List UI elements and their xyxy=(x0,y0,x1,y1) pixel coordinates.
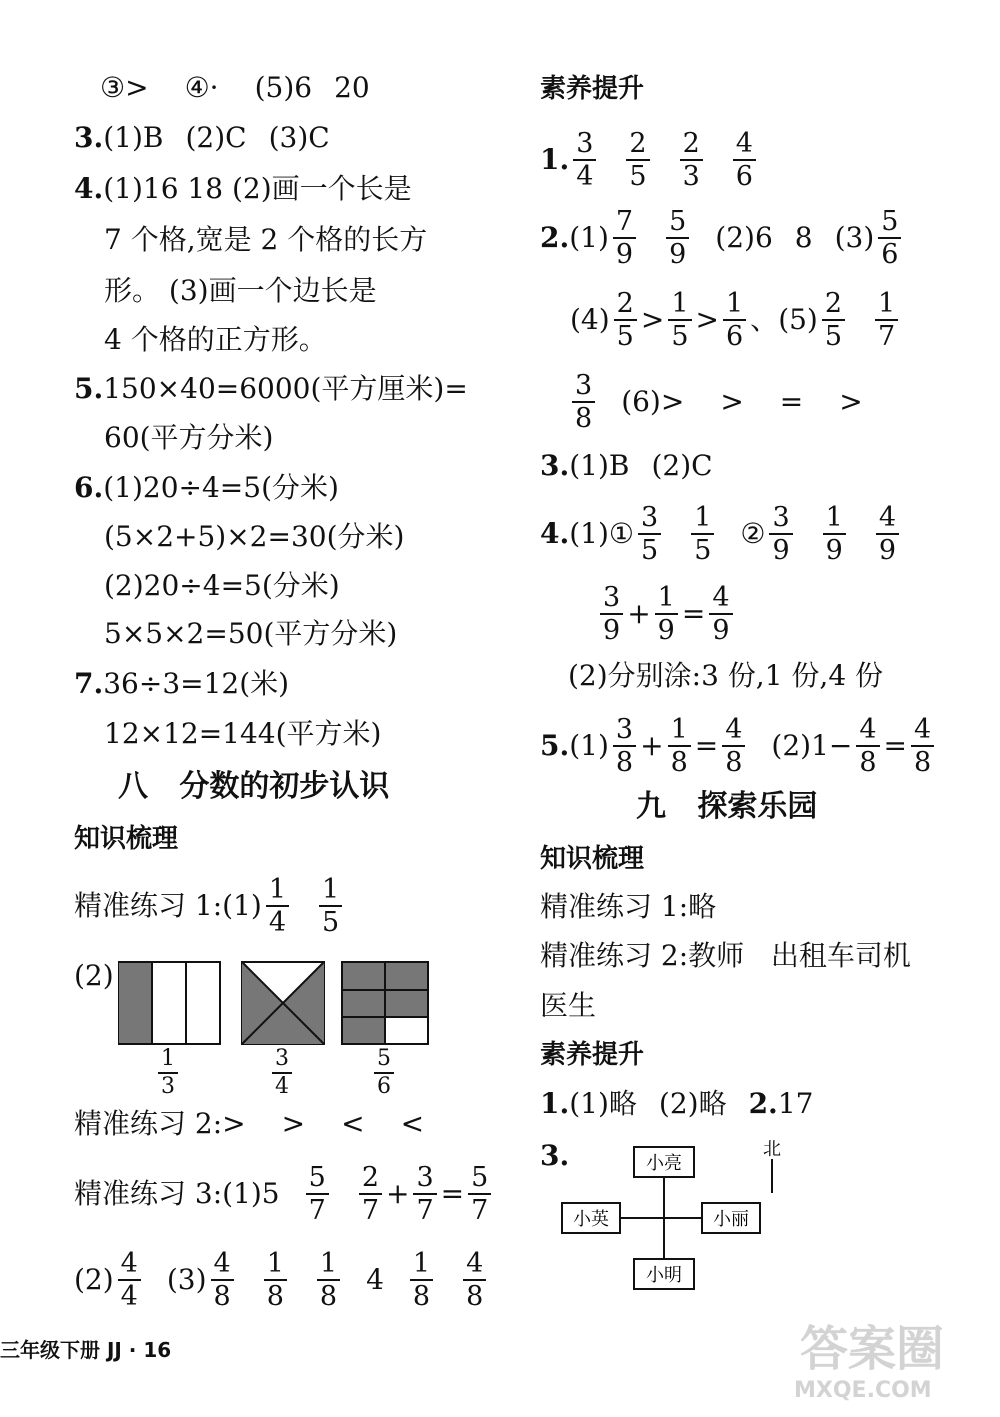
text: < xyxy=(341,1107,365,1140)
right-line-9 xyxy=(540,716,938,776)
improvement-heading xyxy=(540,76,644,102)
fraction: $\frac{4}{8}$ xyxy=(463,1250,486,1310)
knowledge-heading-9 xyxy=(540,846,644,872)
text: (5×2+5)×2=30(分米) xyxy=(104,520,405,553)
label-bottom: 小明 xyxy=(646,1265,682,1286)
fraction: $\frac{4}{6}$ xyxy=(733,130,756,190)
text: (3) xyxy=(834,221,875,254)
fraction: $\frac{3}{7}$ xyxy=(413,1164,436,1224)
text: 、 xyxy=(750,303,779,336)
question-number: 6. xyxy=(74,471,104,504)
exercise-1 xyxy=(74,876,346,936)
fraction: $\frac{2}{5}$ xyxy=(614,290,637,350)
fraction: $\frac{3}{9}$ xyxy=(769,504,792,564)
text: 三年级下册 JJ · 16 xyxy=(0,1338,172,1362)
right-line-2 xyxy=(540,208,905,268)
text: (1) xyxy=(569,729,609,762)
question-number: 2. xyxy=(748,1087,778,1120)
left-line-6 xyxy=(104,323,327,356)
text: (2)20÷4=5(分米) xyxy=(104,569,340,602)
question-number: 4. xyxy=(540,517,570,550)
section-title-8 xyxy=(118,769,390,804)
text: 4 xyxy=(366,1263,384,1296)
fraction: $\frac{1}{7}$ xyxy=(875,290,898,350)
right-exercise-2 xyxy=(540,939,911,972)
fraction: $\frac{4}{8}$ xyxy=(211,1250,234,1310)
right-exercise-2b xyxy=(540,989,597,1022)
text: (1)16 18 (2)画一个长是 xyxy=(103,172,412,205)
fraction: $\frac{5}{9}$ xyxy=(666,208,689,268)
question-number: 1. xyxy=(540,143,570,176)
text: 精准练习 3:(1)5 xyxy=(74,1177,280,1210)
right-line-6 xyxy=(540,504,903,564)
direction-diagram xyxy=(560,1135,800,1300)
fraction: $\frac{1}{6}$ xyxy=(723,290,746,350)
text: = xyxy=(440,1177,465,1210)
exercise-1-part2-label xyxy=(74,959,114,992)
fraction: $\frac{5}{7}$ xyxy=(306,1164,329,1224)
left-line-4 xyxy=(104,223,428,256)
label-right: 小丽 xyxy=(713,1209,749,1230)
text: 150×40=6000(平方厘米)= xyxy=(103,372,468,405)
question-number: 5. xyxy=(540,729,570,762)
text: 17 xyxy=(777,1087,814,1120)
section-title-9 xyxy=(636,789,818,824)
fraction: $\frac{4}{9}$ xyxy=(876,504,899,564)
right-exercise-1 xyxy=(540,890,717,923)
fraction: $\frac{2}{7}$ xyxy=(359,1164,382,1224)
text: (1)20÷4=5(分米) xyxy=(103,471,339,504)
fraction: $\frac{4}{8}$ xyxy=(856,716,879,776)
fraction: $\frac{1}{9}$ xyxy=(823,504,846,564)
left-line-5 xyxy=(104,274,377,307)
left-line-11 xyxy=(104,569,340,602)
fraction: $\frac{3}{9}$ xyxy=(600,584,623,644)
caption-1 xyxy=(154,1048,182,1098)
text: > xyxy=(839,385,863,418)
fraction: $\frac{1}{3}$ xyxy=(158,1048,178,1098)
right-line-1 xyxy=(540,130,760,190)
label-left: 小英 xyxy=(573,1209,609,1230)
text: > xyxy=(695,303,719,336)
left-line-10 xyxy=(104,520,405,553)
text: 知识梳理 xyxy=(540,844,645,874)
question-number: 7. xyxy=(74,667,104,700)
fraction: $\frac{4}{8}$ xyxy=(722,716,745,776)
fraction: $\frac{1}{4}$ xyxy=(266,876,289,936)
text: + xyxy=(627,597,651,630)
text: (5) xyxy=(778,303,818,336)
caption-3 xyxy=(370,1048,398,1098)
text: (6)> xyxy=(621,385,685,418)
improvement-heading-9 xyxy=(540,1042,644,1068)
fraction: $\frac{1}{5}$ xyxy=(691,504,714,564)
fraction: $\frac{1}{8}$ xyxy=(317,1250,340,1310)
right-line-4 xyxy=(568,372,863,432)
text: (3) xyxy=(166,1263,207,1296)
text: (2) xyxy=(74,1263,114,1296)
text: > xyxy=(222,1107,246,1140)
text: (2) xyxy=(74,959,114,992)
text: 60(平方分米) xyxy=(104,421,274,454)
text: 形。 (3)画一个边长是 xyxy=(104,274,377,307)
text: 医生 xyxy=(540,989,597,1022)
left-line-8 xyxy=(104,421,274,454)
question-number: 3. xyxy=(540,449,570,482)
text: = xyxy=(694,729,719,762)
text: 8 xyxy=(794,221,813,254)
fraction: $\frac{5}{6}$ xyxy=(374,1048,394,1098)
text: (2)略 xyxy=(658,1087,727,1120)
question-number: 1. xyxy=(540,1087,570,1120)
text: MXQE.COM xyxy=(794,1378,932,1403)
fraction: $\frac{7}{9}$ xyxy=(613,208,636,268)
left-line-7 xyxy=(74,372,468,405)
rectangle-one-third-figure xyxy=(118,962,220,1044)
exercise-3-part2 xyxy=(74,1250,490,1310)
fraction: $\frac{1}{8}$ xyxy=(410,1250,433,1310)
text: (1)B xyxy=(103,121,164,154)
question-number: 3. xyxy=(540,1139,570,1172)
text: 12×12=144(平方米) xyxy=(104,717,382,750)
fraction: $\frac{5}{7}$ xyxy=(468,1164,491,1224)
text: ② xyxy=(740,517,766,550)
text: > xyxy=(281,1107,306,1140)
right-line-5 xyxy=(540,449,713,482)
text: = xyxy=(681,597,706,630)
fraction: $\frac{3}{8}$ xyxy=(572,372,595,432)
text: 5×5×2=50(平方分米) xyxy=(104,617,398,650)
text: 4 个格的正方形。 xyxy=(104,323,327,356)
fraction: $\frac{1}{5}$ xyxy=(668,290,691,350)
left-line-1 xyxy=(100,71,370,104)
fraction: $\frac{1}{8}$ xyxy=(264,1250,287,1310)
page-footer xyxy=(0,1334,171,1363)
fraction: $\frac{2}{3}$ xyxy=(680,130,703,190)
right-line-10 xyxy=(540,1087,814,1120)
question-number: 3. xyxy=(74,121,104,154)
text: (4) xyxy=(570,303,610,336)
text: (2)1− xyxy=(771,729,853,762)
text: 素养提升 xyxy=(540,1040,645,1070)
left-line-9 xyxy=(74,471,339,504)
text: ④· xyxy=(184,71,219,104)
fraction: $\frac{2}{5}$ xyxy=(822,290,845,350)
text: + xyxy=(386,1177,410,1210)
fraction: $\frac{3}{5}$ xyxy=(638,504,661,564)
text: (1)B xyxy=(569,449,630,482)
right-line-3 xyxy=(570,290,902,350)
question-number: 4. xyxy=(74,172,104,205)
text: 精准练习 1:(1) xyxy=(74,889,262,922)
fraction: $\frac{5}{6}$ xyxy=(878,208,901,268)
knowledge-heading xyxy=(74,826,178,852)
left-line-13 xyxy=(74,667,290,700)
text: (2)分别涂:3 份,1 份,4 份 xyxy=(568,659,884,692)
fraction: $\frac{3}{4}$ xyxy=(272,1048,292,1098)
left-line-12 xyxy=(104,617,398,650)
square-three-quarters-figure xyxy=(242,962,324,1044)
text: (2)C xyxy=(651,449,713,482)
text: 精准练习 1:略 xyxy=(540,890,717,923)
fraction: $\frac{1}{9}$ xyxy=(655,584,678,644)
left-line-3 xyxy=(74,172,412,205)
fraction: $\frac{4}{4}$ xyxy=(118,1250,141,1310)
text: 20 xyxy=(334,71,370,104)
text: = xyxy=(883,729,907,762)
text: 36÷3=12(米) xyxy=(103,667,290,700)
text: 精准练习 2:教师 出租车司机 xyxy=(540,939,911,972)
text: > xyxy=(720,385,744,418)
text: 八 分数的初步认识 xyxy=(118,769,390,804)
text: 素养提升 xyxy=(540,74,645,104)
text: 答案圈 xyxy=(800,1321,945,1377)
left-line-2 xyxy=(74,121,330,154)
fraction: $\frac{1}{8}$ xyxy=(668,716,691,776)
right-line-8 xyxy=(568,659,884,692)
text: (1)① xyxy=(569,517,634,550)
fraction: $\frac{1}{5}$ xyxy=(319,876,342,936)
watermark-url xyxy=(794,1378,932,1403)
question-number: 2. xyxy=(540,221,570,254)
north-label: 北 xyxy=(763,1139,781,1160)
fraction: $\frac{4}{9}$ xyxy=(709,584,732,644)
text: 7 个格,宽是 2 个格的长方 xyxy=(104,223,428,256)
text: (1) xyxy=(569,221,609,254)
fraction: $\frac{3}{8}$ xyxy=(613,716,636,776)
label-top: 小亮 xyxy=(646,1153,682,1174)
text: = xyxy=(779,385,804,418)
text: 九 探索乐园 xyxy=(636,789,818,824)
exercise-2 xyxy=(74,1107,425,1140)
text: > xyxy=(640,303,665,336)
text: + xyxy=(640,729,664,762)
text: ③> xyxy=(100,71,149,104)
left-line-14 xyxy=(104,717,382,750)
text: (2)6 xyxy=(715,221,773,254)
text: < xyxy=(400,1107,425,1140)
fraction: $\frac{4}{8}$ xyxy=(911,716,934,776)
fraction: $\frac{2}{5}$ xyxy=(626,130,649,190)
text: (5)6 xyxy=(254,71,313,104)
exercise-3 xyxy=(74,1164,495,1224)
question-number: 5. xyxy=(74,372,104,405)
text: (3)C xyxy=(268,121,330,154)
text: 知识梳理 xyxy=(74,824,179,854)
text: (2)C xyxy=(185,121,247,154)
fraction: $\frac{3}{4}$ xyxy=(573,130,596,190)
right-line-7 xyxy=(596,584,737,644)
text: 精准练习 2: xyxy=(74,1107,223,1140)
square-five-sixths-figure xyxy=(342,962,428,1044)
caption-2 xyxy=(268,1048,296,1098)
text: (1)略 xyxy=(569,1087,637,1120)
watermark-logo xyxy=(800,1310,944,1379)
